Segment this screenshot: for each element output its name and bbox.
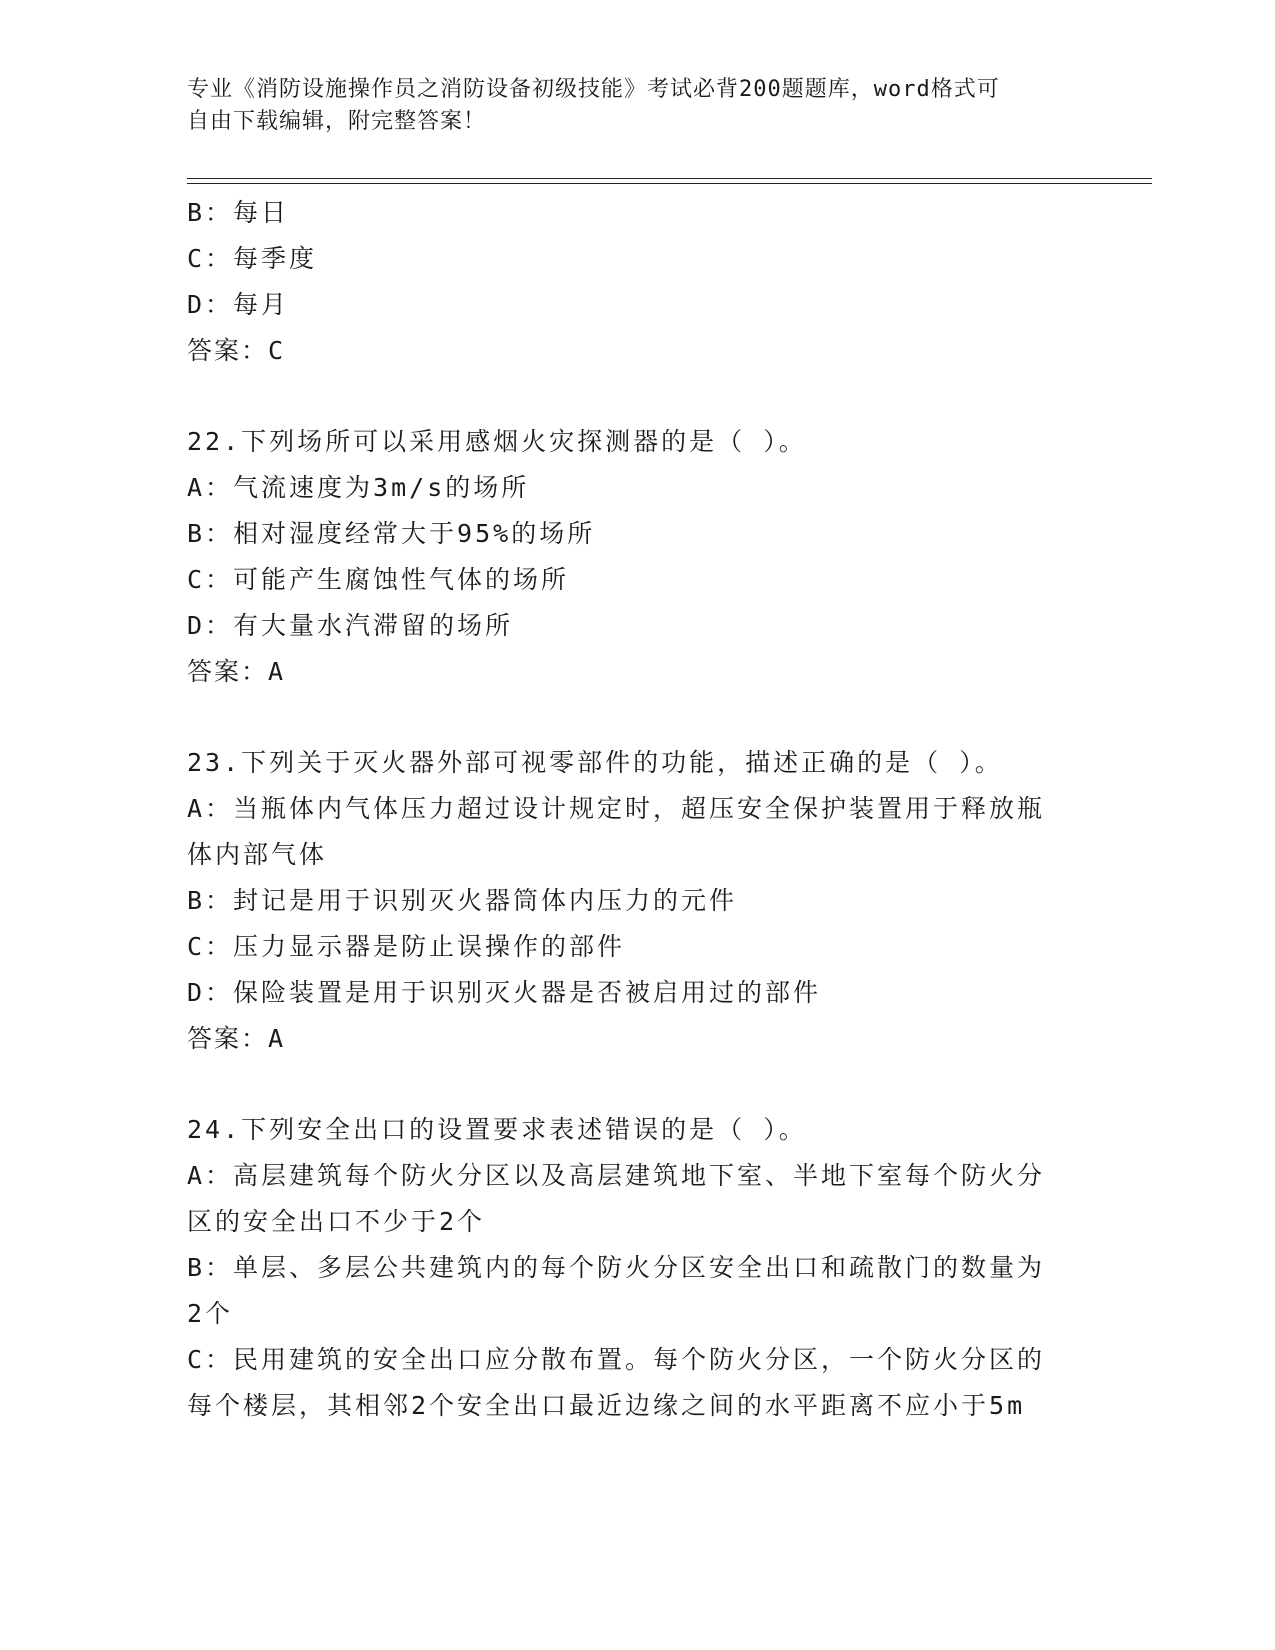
q22-option-b: B：相对湿度经常大于95%的场所 xyxy=(187,519,596,548)
q21-option-b: B：每日 xyxy=(187,198,290,227)
q22-option-c: C：可能产生腐蚀性气体的场所 xyxy=(187,565,570,594)
q22-option-d: D：有大量水汽滞留的场所 xyxy=(187,611,514,640)
q23-option-a-line-2: 体内部气体 xyxy=(187,840,328,869)
header-divider-bottom xyxy=(187,183,1152,184)
q22-stem: 22.下列场所可以采用感烟火灾探测器的是（ ）。 xyxy=(187,427,807,456)
q24-option-b-line-2: 2个 xyxy=(187,1299,234,1328)
question-23 xyxy=(187,740,1087,1062)
q21-option-d: D：每月 xyxy=(187,290,290,319)
q23-option-c: C：压力显示器是防止误操作的部件 xyxy=(187,932,626,961)
question-content xyxy=(187,190,1087,1429)
question-24 xyxy=(187,1107,1087,1429)
spacer xyxy=(187,1062,1087,1107)
q24-option-b-line-1: B：单层、多层公共建筑内的每个防火分区安全出口和疏散门的数量为 xyxy=(187,1253,1046,1282)
header-divider-top xyxy=(187,178,1152,179)
document-header xyxy=(187,74,1067,138)
header-title-line-1: 专业《消防设施操作员之消防设备初级技能》考试必背200题题库，word格式可 xyxy=(187,77,1000,102)
q23-answer: 答案：A xyxy=(187,1024,286,1053)
q24-option-c-line-2: 每个楼层，其相邻2个安全出口最近边缘之间的水平距离不应小于5m xyxy=(187,1391,1026,1420)
question-21-tail xyxy=(187,190,1087,374)
q24-option-a-line-1: A：高层建筑每个防火分区以及高层建筑地下室、半地下室每个防火分 xyxy=(187,1161,1046,1190)
spacer xyxy=(187,374,1087,419)
q23-option-d: D：保险装置是用于识别灭火器是否被启用过的部件 xyxy=(187,978,822,1007)
header-title-line-2: 自由下载编辑，附完整答案！ xyxy=(187,109,487,134)
q24-stem: 24.下列安全出口的设置要求表述错误的是（ ）。 xyxy=(187,1115,807,1144)
q23-option-a-line-1: A：当瓶体内气体压力超过设计规定时，超压安全保护装置用于释放瓶 xyxy=(187,794,1046,823)
q23-option-b: B：封记是用于识别灭火器筒体内压力的元件 xyxy=(187,886,738,915)
q21-answer: 答案：C xyxy=(187,336,286,365)
q22-answer: 答案：A xyxy=(187,657,286,686)
q21-option-c: C：每季度 xyxy=(187,244,318,273)
q22-option-a: A：气流速度为3m/s的场所 xyxy=(187,473,530,502)
q24-option-c-line-1: C：民用建筑的安全出口应分散布置。每个防火分区，一个防火分区的 xyxy=(187,1345,1046,1374)
spacer xyxy=(187,695,1087,740)
question-22 xyxy=(187,419,1087,695)
q23-stem: 23.下列关于灭火器外部可视零部件的功能，描述正确的是（ ）。 xyxy=(187,748,1003,777)
q24-option-a-line-2: 区的安全出口不少于2个 xyxy=(187,1207,486,1236)
